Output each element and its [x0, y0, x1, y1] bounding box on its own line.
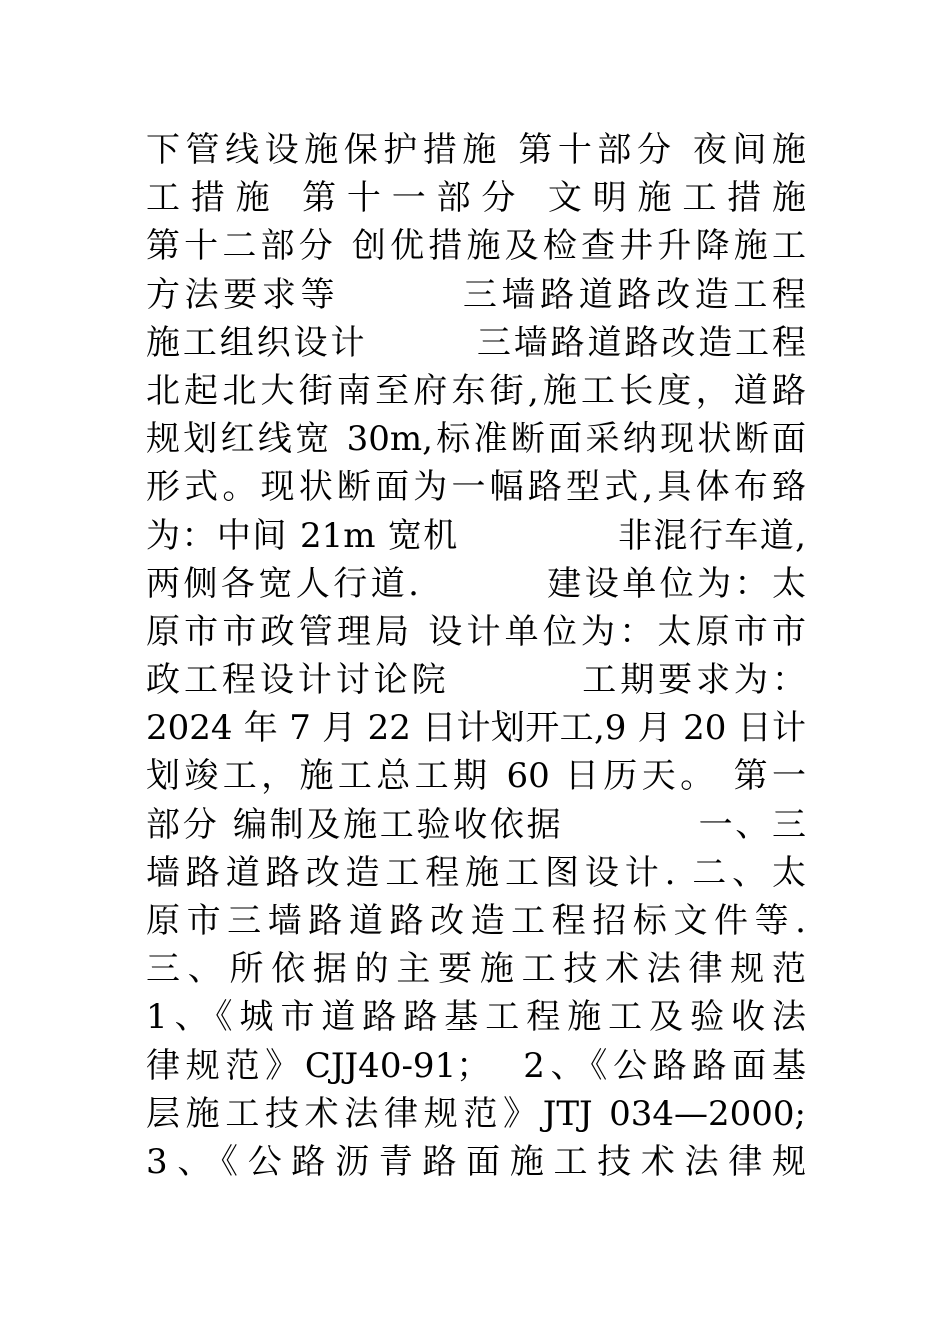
- text-line: 为：中间 21m 宽机 非混行车道,: [146, 515, 806, 556]
- text-line: 三、所依据的主要施工技术法律规范: [146, 949, 806, 990]
- text-line: 规划红线宽 30m,标准断面采纳现状断面: [146, 419, 806, 460]
- text-line: 部分 编制及施工验收依据 一、三: [146, 804, 806, 845]
- text-line: 1、《城市道路路基工程施工及验收法: [146, 997, 806, 1038]
- text-line: 工措施 第十一部分 文明施工措施: [146, 178, 806, 219]
- body-text: [146, 126, 806, 1186]
- text-line: 方法要求等 三墙路道路改造工程: [146, 274, 806, 315]
- text-line: 形式。现状断面为一幅路型式,具体布臵: [146, 467, 806, 508]
- text-line: 3、《公路沥青路面施工技术法律规: [146, 1141, 806, 1182]
- text-line: 北起北大街南至府东街,施工长度，道路: [146, 370, 806, 411]
- text-line: 2024 年 7 月 22 日计划开工,9 月 20 日计: [146, 708, 806, 749]
- text-line: 下管线设施保护措施 第十部分 夜间施: [146, 130, 806, 170]
- text-line: 第十二部分 创优措施及检查井升降施工: [146, 226, 806, 267]
- text-line: 施工组织设计 三墙路道路改造工程: [146, 322, 806, 363]
- text-line: 墙路道路改造工程施工图设计. 二、太: [146, 852, 806, 893]
- text-line: 层施工技术法律规范》JTJ 034—2000;: [146, 1093, 806, 1134]
- text-line: 原市三墙路道路改造工程招标文件等.: [146, 901, 806, 941]
- text-line: 律规范》CJJ40-91； 2、《公路路面基: [146, 1045, 806, 1086]
- text-line: 两侧各宽人行道. 建设单位为：太: [146, 563, 806, 604]
- text-line: 划竣工，施工总工期 60 日历天。 第一: [146, 756, 806, 797]
- text-line: 政工程设计讨论院 工期要求为：: [146, 660, 806, 701]
- text-line: 原市市政管理局 设计单位为：太原市市: [146, 611, 806, 652]
